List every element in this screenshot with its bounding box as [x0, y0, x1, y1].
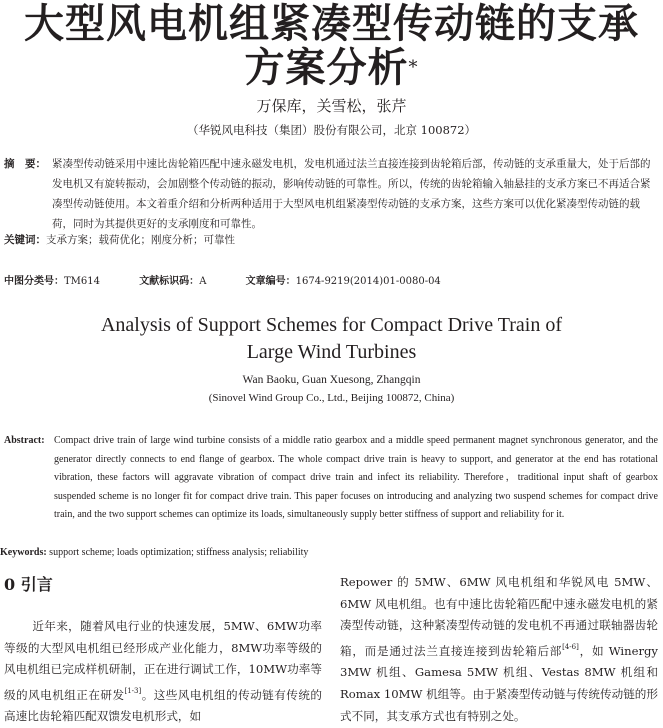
keywords-cn-text: 支承方案；载荷优化；刚度分析；可靠性 — [46, 234, 235, 246]
body-right-text-a: Repower 的 5MW、6MW 风电机组和华锐风电 5MW、6MW 风电机组。也有中速比齿轮箱匹配中速永磁发电机的紧凑型传动链，这种紧凑型传动链的发电机不再通过联轴器齿轮箱，而是通过法兰直接连接到齿轮箱后部 — [340, 575, 658, 658]
authors-cn: 万保库，关雪松，张芹 — [256, 97, 407, 115]
clc-value: TM614 — [64, 276, 100, 287]
abstract-en-text: Compact drive train of large wind turbine consists of a middle ratio gearbox and a middle speed permanent magnet synchronous generator, and the generator directly connects to end flange of gearbox. The whole compact drive train is heavy to support, and generator at the end has rotational vibration, these factors will aggravate vibration of compact drive train and infect its reliability. Therefore，traditional input shaft of gearbox suspended scheme is no longer fit for compact drive train. This paper focuses on introducing and analyzing two suspend schemes for compact drive train, and the two support schemes can optimize its loads, simultaneously supply better stiffness of support and reliability for it. — [54, 435, 658, 521]
clc-label: 中图分类号： — [4, 276, 64, 287]
keywords-en — [0, 547, 308, 558]
paper-title-cn — [0, 2, 663, 90]
section-heading-intro: 0 引言 — [4, 575, 53, 594]
classification-line — [4, 272, 441, 287]
abstract-cn-text: 紧凑型传动链采用中速比齿轮箱匹配中速永磁发电机，发电机通过法兰直接连接到齿轮箱后部，传动链的支承重量大，处于后部的发电机又有旋转振动，会加剧整个传动链的振动，影响传动链的可靠性。所以，传统的齿轮箱输入轴悬挂的支承方案已不再适合紧凑型传动链使用。本文着重介绍和分析两种适用于大型风电机组紧凑型传动链的支承方案，这些方案可以优化紧凑型传动链的载荷，同时为其提供更好的支承刚度和可靠性。 — [52, 158, 651, 230]
affiliation-cn: （华锐风电科技（集团）股份有限公司，北京 100872） — [186, 123, 477, 137]
doc-code-label: 文献标识码： — [139, 276, 200, 287]
doc-code-value: A — [199, 276, 207, 287]
citation-1-3: [1-3] — [124, 686, 142, 695]
abstract-en — [4, 432, 658, 525]
body-left-text-a: 近年来，随着风电行业的快速发展，5MW、6MW功率等级的大型风电机组已经形成产业化能力，8MW功率等级的风电机组已完成样机研制，正在进行调试工作，10MW功率等级的风电机组正在研发 — [4, 619, 322, 702]
authors-en: Wan Baoku, Guan Xuesong, Zhangqin — [242, 374, 421, 386]
citation-4-6: [4-6] — [562, 642, 579, 651]
abstract-cn-label: 摘 要： — [4, 158, 46, 170]
abstract-en-label: Abstract: — [4, 435, 45, 446]
title-en-line1: Analysis of Support Schemes for Compact Drive Train of — [100, 314, 563, 336]
body-left-text-b: 。这些风电机组的传动链有传统的高速比齿轮箱匹配双馈发电机形式，如 — [4, 687, 322, 724]
body-right-text-b: ，如 Winergy 3MW 机组、Gamesa 5MW 机组、Vestas 8MW 机组和 Romax 10MW 机组等。由于紧凑型传动链与传统传动链的形式不同，其支承方式也有特别之处。 — [340, 643, 658, 723]
body-column-left — [4, 616, 322, 728]
abstract-cn — [4, 154, 656, 234]
keywords-cn — [4, 232, 235, 247]
title-cn-line1: 大型风电机组紧凑型传动链的支承 — [24, 0, 639, 47]
paper-title-en — [0, 312, 663, 366]
article-no-label: 文章编号： — [245, 276, 296, 287]
title-cn-line2: 方案分析 — [244, 44, 409, 91]
keywords-en-text: support scheme; loads optimization; stiffness analysis; reliability — [46, 547, 309, 558]
keywords-cn-label: 关键词： — [4, 234, 46, 246]
keywords-en-label: Keywords: — [0, 547, 47, 558]
title-cn-line2-wrap — [0, 46, 663, 90]
title-en-line2: Large Wind Turbines — [246, 341, 417, 363]
affiliation-en: (Sinovel Wind Group Co., Ltd., Beijing 100872, China) — [208, 392, 455, 404]
title-footnote-mark: * — [408, 57, 419, 78]
article-no-value: 1674-9219(2014)01-0080-04 — [295, 276, 441, 287]
body-column-right — [340, 572, 658, 727]
